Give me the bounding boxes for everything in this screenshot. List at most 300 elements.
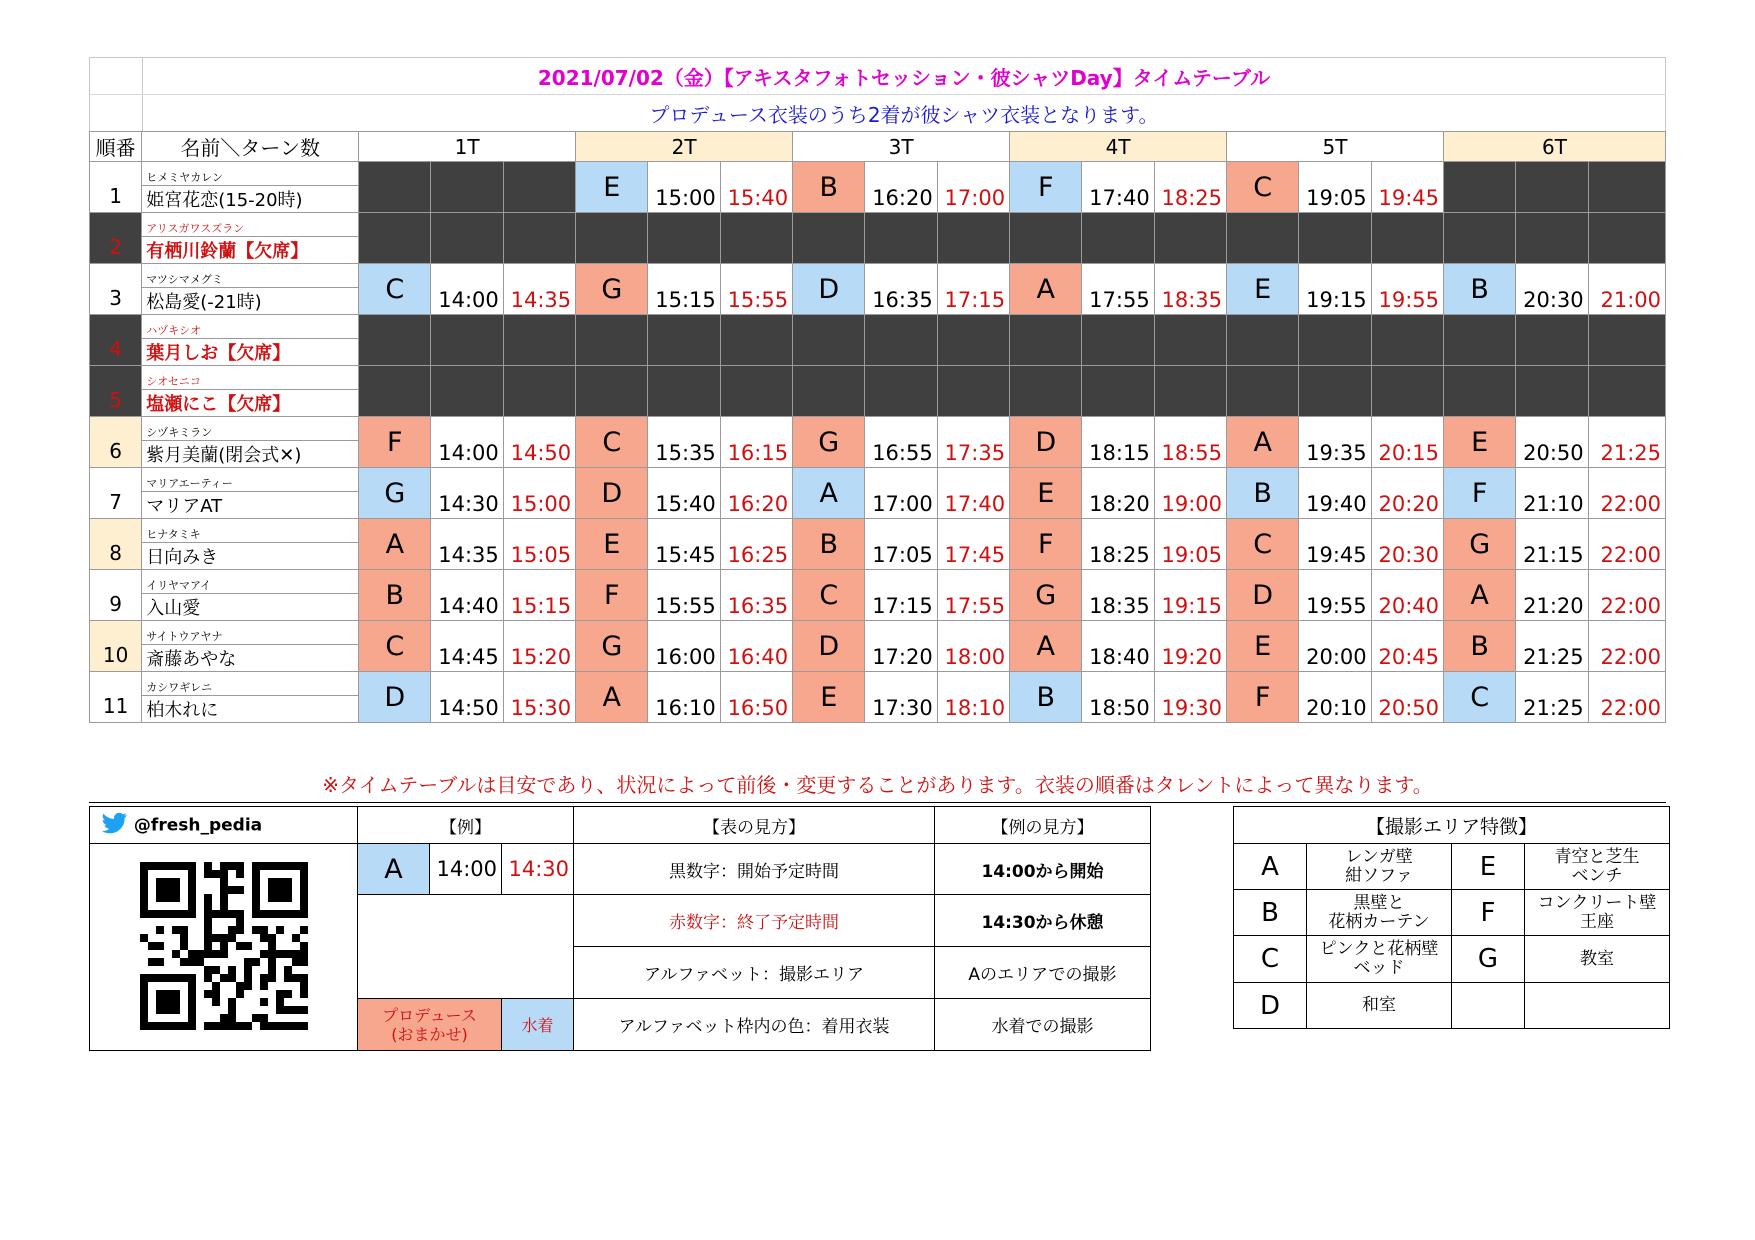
start-time: 21:20 — [1516, 570, 1588, 621]
area-letter — [1452, 983, 1525, 1029]
empty-slot — [1516, 213, 1588, 264]
end-time: 19:20 — [1154, 621, 1226, 672]
area-letter: C — [793, 570, 865, 621]
end-time: 16:15 — [720, 417, 792, 468]
start-time: 19:40 — [1299, 468, 1371, 519]
end-time: 18:10 — [937, 672, 1009, 723]
area-letter: B — [793, 162, 865, 213]
table-row — [90, 417, 1666, 441]
end-time: 18:55 — [1154, 417, 1226, 468]
area-letter: G — [359, 468, 431, 519]
area-letter: E — [576, 519, 648, 570]
row-number: 4 — [90, 315, 142, 366]
area-description — [1525, 890, 1670, 936]
talent-name: 入山愛 — [142, 594, 359, 621]
area-letter: B — [1444, 264, 1516, 315]
end-time: 20:30 — [1371, 519, 1443, 570]
end-time: 16:35 — [720, 570, 792, 621]
area-desc-line2: 王座 — [1580, 911, 1614, 932]
area-letter: B — [793, 519, 865, 570]
empty-slot — [1588, 213, 1665, 264]
empty-slot — [1588, 366, 1665, 417]
talent-name: マリアAT — [142, 492, 359, 519]
legend-example: Aのエリアでの撮影 — [935, 947, 1151, 999]
start-time: 14:40 — [431, 570, 503, 621]
start-time: 15:35 — [648, 417, 720, 468]
talent-kana: ハヅキシオ — [142, 315, 359, 339]
end-time: 18:25 — [1154, 162, 1226, 213]
produce-label: プロデュース — [382, 1005, 477, 1025]
end-time: 22:00 — [1588, 672, 1665, 723]
talent-name: 日向みき — [142, 543, 359, 570]
area-letter: C — [1227, 519, 1299, 570]
area-letter: C — [576, 417, 648, 468]
end-time: 22:00 — [1588, 519, 1665, 570]
area-letter: E — [576, 162, 648, 213]
area-desc-line2: ベッド — [1353, 958, 1405, 978]
end-time: 19:45 — [1371, 162, 1443, 213]
order-header: 順番 — [90, 132, 142, 162]
talent-kana: イリヤマアイ — [142, 570, 359, 594]
area-letter: G — [793, 417, 865, 468]
talent-name: 柏木れに — [142, 696, 359, 723]
start-time: 18:50 — [1082, 672, 1154, 723]
legend-desc: 赤数字：終了予定時間 — [574, 895, 935, 947]
end-time: 15:15 — [503, 570, 575, 621]
start-time: 14:50 — [431, 672, 503, 723]
produce-costume-swatch — [358, 999, 502, 1051]
empty-slot — [431, 315, 503, 366]
area-letter: F — [1010, 519, 1082, 570]
start-time: 14:30 — [431, 468, 503, 519]
end-time: 15:55 — [720, 264, 792, 315]
twitter-handle-cell — [90, 807, 358, 844]
howto-header: 【表の見方】 — [574, 807, 935, 844]
end-time: 19:15 — [1154, 570, 1226, 621]
start-time: 15:45 — [648, 519, 720, 570]
empty-slot — [865, 213, 937, 264]
empty-slot — [1444, 315, 1516, 366]
schedule-table — [89, 131, 1666, 723]
area-features-header: 【撮影エリア特徴】 — [1234, 807, 1670, 844]
area-letter: C — [1227, 162, 1299, 213]
start-time: 16:20 — [865, 162, 937, 213]
area-letter: A — [576, 672, 648, 723]
empty-slot — [1082, 315, 1154, 366]
talent-kana: ヒナタミキ — [142, 519, 359, 543]
start-time: 17:20 — [865, 621, 937, 672]
legend-desc: アルファベット枠内の色：着用衣装 — [574, 999, 935, 1051]
row-number: 6 — [90, 417, 142, 468]
empty-slot — [1444, 213, 1516, 264]
empty-slot — [359, 366, 431, 417]
start-time: 15:15 — [648, 264, 720, 315]
area-description — [1525, 936, 1670, 983]
twitter-handle: @fresh_pedia — [133, 815, 263, 835]
start-time: 17:15 — [865, 570, 937, 621]
start-time: 17:00 — [865, 468, 937, 519]
end-time: 22:00 — [1588, 621, 1665, 672]
area-letter: D — [576, 468, 648, 519]
end-time: 20:50 — [1371, 672, 1443, 723]
legend-desc: アルファベット：撮影エリア — [574, 947, 935, 999]
table-row — [90, 621, 1666, 645]
start-time: 20:00 — [1299, 621, 1371, 672]
empty-slot — [1516, 315, 1588, 366]
row-number: 11 — [90, 672, 142, 723]
empty-slot — [1227, 366, 1299, 417]
area-letter: F — [576, 570, 648, 621]
area-desc-line2: 教室 — [1580, 948, 1614, 969]
talent-name: 姫宮花恋(15-20時) — [142, 186, 359, 213]
empty-slot — [648, 366, 720, 417]
area-letter: E — [1444, 417, 1516, 468]
start-time: 19:55 — [1299, 570, 1371, 621]
start-time: 16:55 — [865, 417, 937, 468]
empty-slot — [1299, 366, 1371, 417]
area-letter: E — [793, 672, 865, 723]
empty-slot — [431, 162, 503, 213]
qr-code-cell — [90, 844, 358, 1051]
empty-slot — [1154, 366, 1226, 417]
area-letter: A — [1010, 264, 1082, 315]
empty-slot — [1010, 213, 1082, 264]
talent-name: 紫月美蘭(閉会式✕) — [142, 441, 359, 468]
empty-slot — [1227, 213, 1299, 264]
area-letter: C — [359, 621, 431, 672]
area-desc-line2: 紺ソファ — [1345, 865, 1413, 886]
area-desc-line1: コンクリート壁 — [1537, 892, 1657, 913]
area-desc-line2: ベンチ — [1571, 865, 1623, 886]
area-letter: A — [1444, 570, 1516, 621]
start-time: 18:40 — [1082, 621, 1154, 672]
empty-slot — [1082, 213, 1154, 264]
area-letter: G — [576, 264, 648, 315]
area-letter: B — [359, 570, 431, 621]
turn-header-3t: 3T — [793, 132, 1010, 162]
end-time: 20:40 — [1371, 570, 1443, 621]
turn-header-4t: 4T — [1010, 132, 1227, 162]
area-letter: B — [1234, 890, 1307, 936]
empty-slot — [937, 366, 1009, 417]
empty-slot — [937, 315, 1009, 366]
start-time: 20:10 — [1299, 672, 1371, 723]
empty-slot — [1010, 315, 1082, 366]
area-letter: E — [1227, 621, 1299, 672]
talent-kana: サイトウアヤナ — [142, 621, 359, 645]
row-number: 7 — [90, 468, 142, 519]
empty-slot — [1588, 315, 1665, 366]
talent-kana: シオセニコ — [142, 366, 359, 390]
start-time: 15:40 — [648, 468, 720, 519]
empty-slot — [1444, 366, 1516, 417]
end-time: 20:20 — [1371, 468, 1443, 519]
empty-slot — [1516, 366, 1588, 417]
area-letter: D — [1227, 570, 1299, 621]
empty-slot — [793, 315, 865, 366]
end-time: 16:40 — [720, 621, 792, 672]
area-desc-line2: 花柄カーテン — [1328, 911, 1430, 932]
empty-slot — [359, 213, 431, 264]
start-time: 17:05 — [865, 519, 937, 570]
example-area-letter: A — [358, 844, 430, 895]
table-row — [90, 315, 1666, 339]
table-row — [90, 468, 1666, 492]
area-letter: D — [793, 264, 865, 315]
turn-header-6t: 6T — [1444, 132, 1666, 162]
area-letter: F — [1444, 468, 1516, 519]
end-time: 15:00 — [503, 468, 575, 519]
empty-slot — [503, 213, 575, 264]
turn-header-5t: 5T — [1227, 132, 1444, 162]
area-letter: F — [1010, 162, 1082, 213]
start-time: 16:00 — [648, 621, 720, 672]
end-time: 21:25 — [1588, 417, 1665, 468]
area-letter: F — [359, 417, 431, 468]
empty-slot — [576, 213, 648, 264]
start-time: 16:35 — [865, 264, 937, 315]
empty-slot — [648, 213, 720, 264]
area-row — [1234, 844, 1670, 890]
area-row — [1234, 890, 1670, 936]
row-number: 5 — [90, 366, 142, 417]
start-time: 14:00 — [431, 417, 503, 468]
area-description — [1307, 890, 1452, 936]
end-time: 14:35 — [503, 264, 575, 315]
example-header: 【例】 — [358, 807, 574, 844]
table-row — [90, 264, 1666, 288]
end-time: 16:25 — [720, 519, 792, 570]
row-number: 9 — [90, 570, 142, 621]
area-letter: G — [576, 621, 648, 672]
area-letter: B — [1227, 468, 1299, 519]
empty-slot — [359, 315, 431, 366]
empty-slot — [503, 315, 575, 366]
empty-slot — [1444, 162, 1516, 213]
empty-slot — [1082, 366, 1154, 417]
end-time: 16:20 — [720, 468, 792, 519]
start-time: 21:25 — [1516, 672, 1588, 723]
area-letter: G — [1444, 519, 1516, 570]
table-row — [90, 672, 1666, 696]
area-letter: D — [793, 621, 865, 672]
empty-slot — [720, 315, 792, 366]
example-blank — [358, 895, 574, 999]
start-time: 21:15 — [1516, 519, 1588, 570]
area-description — [1525, 844, 1670, 890]
legend-example: 14:00から開始 — [935, 844, 1151, 895]
area-letter: B — [1010, 672, 1082, 723]
empty-slot — [793, 366, 865, 417]
table-row — [90, 366, 1666, 390]
empty-slot — [865, 366, 937, 417]
area-letter: F — [1227, 672, 1299, 723]
end-time: 19:05 — [1154, 519, 1226, 570]
end-time: 17:35 — [937, 417, 1009, 468]
empty-slot — [720, 366, 792, 417]
empty-slot — [937, 213, 1009, 264]
legend-desc: 黒数字：開始予定時間 — [574, 844, 935, 895]
page-subtitle: プロデュース衣装のうち2着が彼シャツ衣装となります。 — [649, 102, 1159, 127]
empty-slot — [1516, 162, 1588, 213]
end-time: 22:00 — [1588, 468, 1665, 519]
empty-slot — [431, 366, 503, 417]
area-desc-line1: レンガ壁 — [1345, 846, 1413, 867]
table-row — [90, 162, 1666, 186]
area-letter: B — [1444, 621, 1516, 672]
swimsuit-costume-swatch: 水着 — [502, 999, 574, 1051]
area-letter: D — [359, 672, 431, 723]
start-time: 18:15 — [1082, 417, 1154, 468]
start-time: 15:00 — [648, 162, 720, 213]
area-row — [1234, 936, 1670, 983]
start-time: 18:25 — [1082, 519, 1154, 570]
area-desc-line1: ピンクと花柄壁 — [1319, 939, 1439, 959]
end-time: 21:00 — [1588, 264, 1665, 315]
empty-slot — [1154, 213, 1226, 264]
page-title: 2021/07/02（金）【アキスタフォトセッション・彼シャツDay】タイムテーブル — [537, 65, 1271, 90]
empty-slot — [1154, 315, 1226, 366]
talent-name: 塩瀬にこ【欠席】 — [142, 390, 359, 417]
end-time: 19:30 — [1154, 672, 1226, 723]
end-time: 22:00 — [1588, 570, 1665, 621]
end-time: 20:15 — [1371, 417, 1443, 468]
start-time: 14:35 — [431, 519, 503, 570]
talent-kana: カシワギレニ — [142, 672, 359, 696]
start-time: 14:00 — [431, 264, 503, 315]
area-desc-line1: 黒壁と — [1353, 892, 1405, 913]
start-time: 17:40 — [1082, 162, 1154, 213]
area-letter: E — [1227, 264, 1299, 315]
area-letter: F — [1452, 890, 1525, 936]
talent-name: 葉月しお【欠席】 — [142, 339, 359, 366]
end-time: 15:30 — [503, 672, 575, 723]
legend-example: 水着での撮影 — [935, 999, 1151, 1051]
area-desc-line1: 青空と芝生 — [1554, 846, 1640, 867]
empty-slot — [1371, 213, 1443, 264]
end-time: 19:55 — [1371, 264, 1443, 315]
end-time: 15:40 — [720, 162, 792, 213]
area-letter: A — [1010, 621, 1082, 672]
talent-kana: アリスガワスズラン — [142, 213, 359, 237]
area-letter: C — [359, 264, 431, 315]
area-letter: C — [1234, 936, 1307, 983]
area-letter: G — [1452, 936, 1525, 983]
start-time: 20:50 — [1516, 417, 1588, 468]
end-time: 18:00 — [937, 621, 1009, 672]
area-letter: A — [1234, 844, 1307, 890]
area-features-block — [1233, 806, 1670, 1029]
row-number: 2 — [90, 213, 142, 264]
talent-name: 斎藤あやな — [142, 645, 359, 672]
empty-slot — [576, 366, 648, 417]
end-time: 20:45 — [1371, 621, 1443, 672]
end-time: 17:00 — [937, 162, 1009, 213]
legend-block — [89, 806, 1151, 1051]
notice-text: ※タイムテーブルは目安であり、状況によって前後・変更することがあります。衣装の順番はタレントによって異なります。 — [89, 768, 1666, 803]
area-description — [1307, 844, 1452, 890]
empty-slot — [1371, 315, 1443, 366]
start-time: 21:10 — [1516, 468, 1588, 519]
example-howto-header: 【例の見方】 — [935, 807, 1151, 844]
empty-slot — [503, 162, 575, 213]
empty-slot — [648, 315, 720, 366]
empty-slot — [1588, 162, 1665, 213]
end-time: 15:20 — [503, 621, 575, 672]
end-time: 15:05 — [503, 519, 575, 570]
start-time: 16:10 — [648, 672, 720, 723]
end-time: 18:35 — [1154, 264, 1226, 315]
talent-kana: マツシマメグミ — [142, 264, 359, 288]
talent-kana: シヅキミラン — [142, 417, 359, 441]
title-gutter — [90, 58, 143, 94]
qr-code[interactable] — [140, 862, 308, 1030]
subtitle-banner — [89, 94, 1666, 131]
end-time: 17:45 — [937, 519, 1009, 570]
table-row — [90, 213, 1666, 237]
example-end-time: 14:30 — [502, 844, 574, 895]
start-time: 19:35 — [1299, 417, 1371, 468]
area-letter: E — [1010, 468, 1082, 519]
end-time: 16:50 — [720, 672, 792, 723]
start-time: 20:30 — [1516, 264, 1588, 315]
start-time: 19:45 — [1299, 519, 1371, 570]
row-number: 1 — [90, 162, 142, 213]
produce-sublabel: (おまかせ) — [391, 1024, 468, 1044]
start-time: 21:25 — [1516, 621, 1588, 672]
header-row — [90, 132, 1666, 162]
row-number: 8 — [90, 519, 142, 570]
end-time: 17:40 — [937, 468, 1009, 519]
end-time: 17:15 — [937, 264, 1009, 315]
talent-kana: マリアエーティー — [142, 468, 359, 492]
start-time: 14:45 — [431, 621, 503, 672]
empty-slot — [865, 315, 937, 366]
area-letter: D — [1010, 417, 1082, 468]
start-time: 18:35 — [1082, 570, 1154, 621]
empty-slot — [431, 213, 503, 264]
end-time: 19:00 — [1154, 468, 1226, 519]
name-header: 名前＼ターン数 — [142, 132, 359, 162]
empty-slot — [1299, 315, 1371, 366]
area-description — [1525, 983, 1670, 1029]
title-banner — [89, 57, 1666, 94]
area-letter: A — [793, 468, 865, 519]
area-letter: D — [1234, 983, 1307, 1029]
empty-slot — [720, 213, 792, 264]
area-desc-line2: 和室 — [1362, 995, 1396, 1015]
empty-slot — [359, 162, 431, 213]
end-time: 17:55 — [937, 570, 1009, 621]
area-letter: C — [1444, 672, 1516, 723]
turn-header-1t: 1T — [359, 132, 576, 162]
area-letter: A — [359, 519, 431, 570]
empty-slot — [576, 315, 648, 366]
example-start-time: 14:00 — [430, 844, 502, 895]
talent-name: 松島愛(-21時) — [142, 288, 359, 315]
end-time: 14:50 — [503, 417, 575, 468]
start-time: 19:15 — [1299, 264, 1371, 315]
empty-slot — [1371, 366, 1443, 417]
talent-kana: ヒメミヤカレン — [142, 162, 359, 186]
table-row — [90, 519, 1666, 543]
empty-slot — [1299, 213, 1371, 264]
area-description — [1307, 936, 1452, 983]
table-row — [90, 570, 1666, 594]
area-letter: G — [1010, 570, 1082, 621]
timetable-sheet — [89, 57, 1666, 723]
start-time: 19:05 — [1299, 162, 1371, 213]
